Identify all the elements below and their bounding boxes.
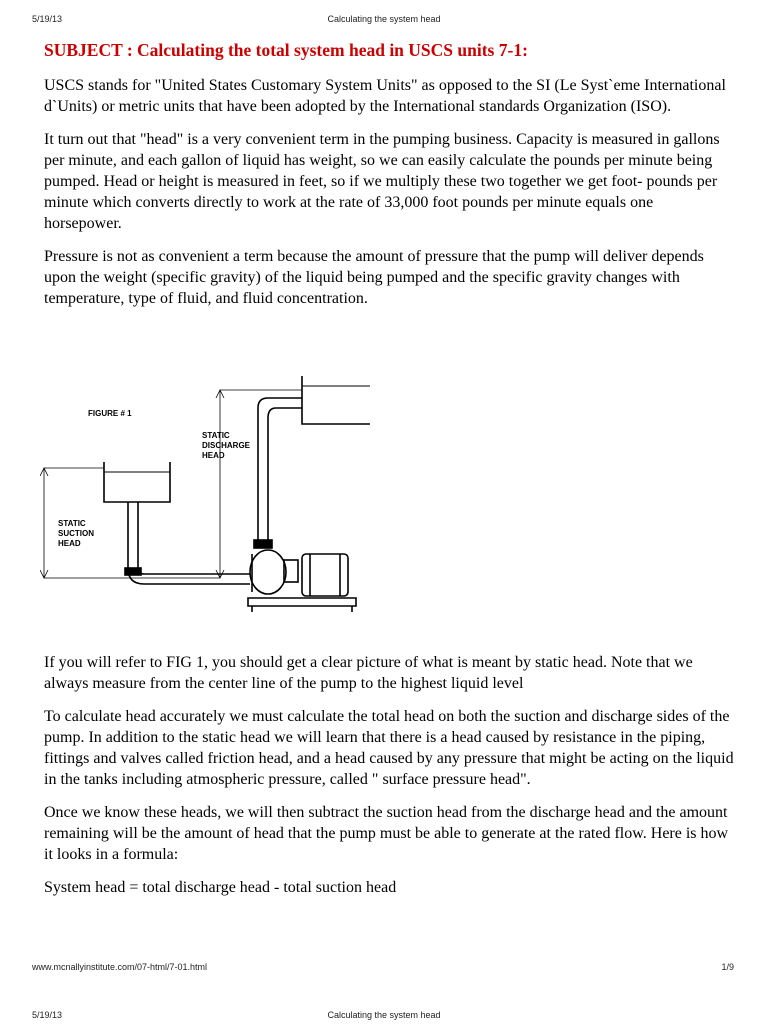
subject-heading: SUBJECT : Calculating the total system head in USCS units 7-1: xyxy=(44,40,528,60)
suction-pipe-inner xyxy=(138,502,250,574)
figure-1-diagram xyxy=(40,372,370,632)
suction-label-3: HEAD xyxy=(58,539,81,548)
suction-label-1: STATIC xyxy=(58,519,86,528)
figure-label: FIGURE # 1 xyxy=(88,409,132,418)
paragraph-fig-ref: If you will refer to FIG 1, you should get a clear picture of what is meant by static head. Note that we always measure from the center line of the pump to the highest liquid level xyxy=(44,654,693,692)
suction-pipe-outer xyxy=(128,502,250,584)
paragraph-formula: System head = total discharge head - total suction head xyxy=(44,879,397,896)
paragraph-head: It turn out that "head" is a very convenient term in the pumping business. Capacity is measured in gallons per minute, and each gallon of liquid has weight, so we can easily calculate the pounds per minute being pumped. Head or height is measured in feet, so if we multiply these two together we get foot- pounds per minute which converts directly to work at the rate of 33,000 foot pounds per minute equals one horsepower. xyxy=(44,131,720,232)
document-body-lower xyxy=(44,652,734,910)
suction-tank xyxy=(104,462,170,502)
footer-url[interactable]: www.mcnallyinstitute.com/07-html/7-01.html xyxy=(32,962,208,972)
pump-system-drawing xyxy=(40,372,370,632)
discharge-label-2: DISCHARGE xyxy=(202,441,251,450)
pump-base xyxy=(248,598,356,606)
paragraph-uscs: USCS stands for "United States Customary System Units" as opposed to the SI (Le Syst`eme International d`Units) or metric units that have been adopted by the International standards Organization (ISO). xyxy=(44,77,726,115)
document-body xyxy=(44,40,734,321)
suction-label-2: SUCTION xyxy=(58,529,94,538)
pump-casing xyxy=(250,550,286,594)
motor xyxy=(302,554,348,596)
paragraph-subtract: Once we know these heads, we will then subtract the suction head from the discharge head and the amount remaining will be the amount of head that the pump must be able to generate at the rated flow. Here is how it looks in a formula: xyxy=(44,804,729,863)
discharge-label-1: STATIC xyxy=(202,431,230,440)
header-title: Calculating the system head xyxy=(327,14,441,24)
discharge-label-3: HEAD xyxy=(202,451,225,460)
header-date: 5/19/13 xyxy=(32,14,63,24)
paragraph-pressure: Pressure is not as convenient a term because the amount of pressure that the pump will deliver depends upon the weight (specific gravity) of the liquid being pumped and the specific gravity changes with temperature, type of fluid, and fluid concentration. xyxy=(44,248,704,307)
next-header-date: 5/19/13 xyxy=(32,1010,63,1020)
footer-page-number: 1/9 xyxy=(721,962,734,972)
page-header xyxy=(0,14,768,28)
next-page-header xyxy=(0,1010,768,1024)
page-footer xyxy=(0,962,768,976)
paragraph-calc: To calculate head accurately we must calculate the total head on both the suction and discharge sides of the pump. In addition to the static head we will learn that there is a head caused by resistance in the piping, fittings and valves called friction head, and a head caused by any pressure that might be acting on the liquid in the tanks including atmospheric pressure, called " surface pressure head". xyxy=(44,708,734,788)
discharge-tank xyxy=(302,376,370,424)
next-header-title: Calculating the system head xyxy=(327,1010,441,1020)
